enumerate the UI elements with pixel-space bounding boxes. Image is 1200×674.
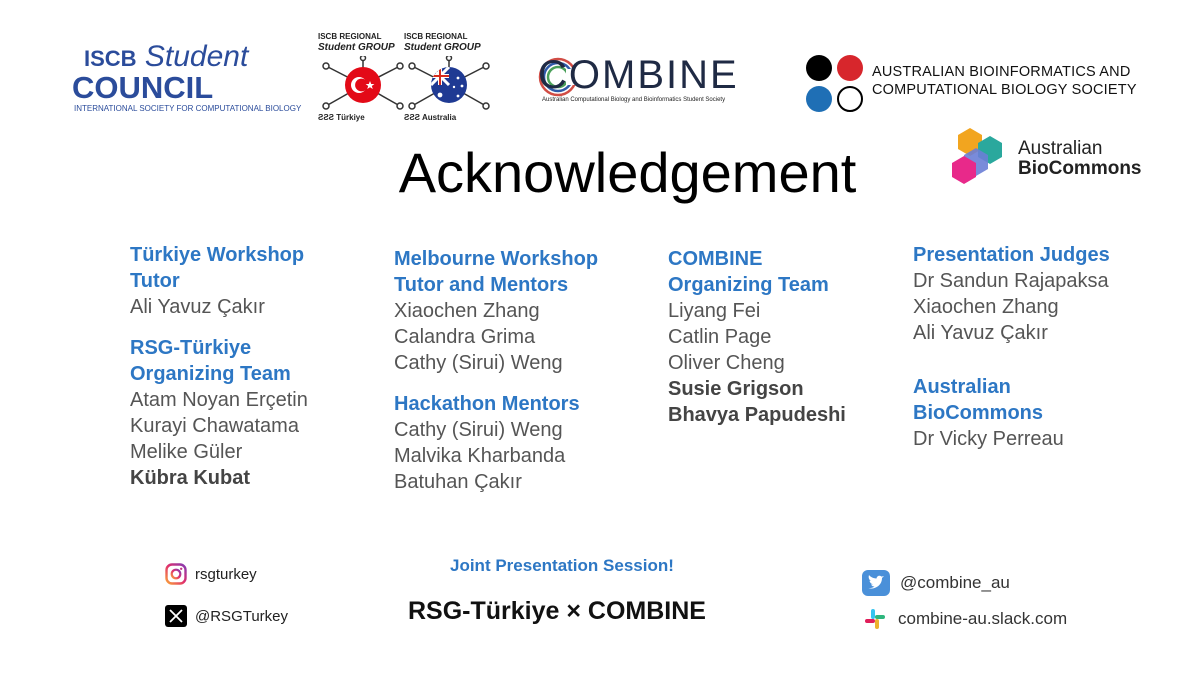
abacbs-circles-icon (804, 53, 866, 115)
abacbs-line2: COMPUTATIONAL BIOLOGY SOCIETY (872, 82, 1137, 98)
section-heading: Presentation Judges (913, 244, 1110, 266)
biocommons-line1: Australian (1018, 138, 1103, 159)
person-name: Calandra Grima (394, 326, 536, 348)
rsg-turkiye-head2: Student GROUP (318, 42, 395, 53)
rsg-turkiye-footer: Türkiye (336, 113, 365, 122)
x-icon (165, 605, 187, 627)
section-presentation-judges (913, 242, 1153, 346)
person-name: Xiaochen Zhang (394, 300, 540, 322)
biocommons-line2: BioCommons (1018, 158, 1142, 179)
section-heading: Tutor (130, 270, 180, 292)
australia-flag-network-icon (404, 56, 494, 114)
section-combine-team (668, 246, 908, 428)
turkey-flag-network-icon (318, 56, 408, 114)
dna-mark: ƧƧƧ (404, 113, 422, 122)
rsg-turkiye-head1: ISCB REGIONAL (318, 32, 382, 41)
section-heading: Tutor and Mentors (394, 274, 569, 296)
section-heading: Hackathon Mentors (394, 393, 580, 415)
person-name: Cathy (Sirui) Weng (394, 352, 563, 374)
x-handle: @RSGTurkey (195, 607, 289, 625)
section-heading: Organizing Team (668, 274, 829, 296)
rsg-australia-logo (404, 32, 494, 122)
section-rsg-turkiye-team (130, 335, 370, 491)
section-hackathon-mentors (394, 391, 634, 495)
person-name: Oliver Cheng (668, 352, 785, 374)
section-melbourne-workshop (394, 246, 634, 376)
person-name: Atam Noyan Erçetin (130, 389, 308, 411)
iscb-line2: COUNCIL (72, 70, 214, 105)
iscb-prefix: ISCB (84, 46, 137, 71)
twitter-link[interactable] (862, 570, 1010, 596)
column-turkiye (130, 242, 370, 491)
person-name: Ali Yavuz Çakır (913, 322, 1048, 344)
person-name: Xiaochen Zhang (913, 296, 1059, 318)
column-judges (913, 242, 1153, 452)
person-name: Kurayi Chawatama (130, 415, 299, 437)
person-name: Bhavya Papudeshi (668, 404, 846, 426)
slack-icon (862, 606, 888, 632)
person-name: Melike Güler (130, 441, 243, 463)
section-heading: COMBINE (668, 248, 763, 270)
twitter-icon (862, 570, 890, 596)
dna-mark: ƧƧƧ (318, 113, 337, 122)
iscb-subtitle: INTERNATIONAL SOCIETY FOR COMPUTATIONAL BIOLOGY (74, 104, 302, 113)
iscb-line1: Student (144, 40, 249, 73)
iscb-student-council-logo (72, 40, 302, 115)
abacbs-logo (804, 53, 1154, 115)
person-name: Kübra Kubat (130, 467, 250, 489)
section-heading: Türkiye Workshop (130, 244, 305, 266)
section-heading: RSG-Türkiye (130, 337, 252, 359)
instagram-icon (165, 563, 187, 585)
joint-session-title: RSG-Türkiye × COMBINE (408, 597, 706, 625)
combine-logo (536, 53, 751, 108)
person-name: Catlin Page (668, 326, 772, 348)
person-name: Cathy (Sirui) Weng (394, 419, 563, 441)
person-name: Batuhan Çakır (394, 471, 522, 493)
person-name: Dr Sandun Rajapaksa (913, 270, 1109, 292)
page-title: Acknowledgement (398, 141, 857, 204)
combine-subtitle: Australian Computational Biology and Bioinformatics Student Society (542, 97, 726, 103)
slack-link[interactable] (862, 606, 1067, 632)
section-heading: Organizing Team (130, 363, 291, 385)
section-heading: Australian (913, 376, 1011, 398)
person-name: Dr Vicky Perreau (913, 428, 1064, 450)
abacbs-line1: AUSTRALIAN BIOINFORMATICS AND (872, 64, 1131, 80)
person-name: Susie Grigson (668, 378, 804, 400)
twitter-handle: @combine_au (900, 573, 1010, 592)
rsg-turkiye-logo (318, 32, 408, 122)
rsg-australia-head1: ISCB REGIONAL (404, 32, 468, 41)
slack-workspace: combine-au.slack.com (898, 609, 1068, 628)
section-heading: BioCommons (913, 402, 1043, 424)
rsg-australia-footer: Australia (421, 113, 457, 122)
instagram-handle: rsgturkey (195, 565, 257, 583)
joint-session-label: Joint Presentation Session! (450, 556, 674, 575)
x-link[interactable] (165, 605, 288, 627)
column-melbourne (394, 246, 634, 495)
rsg-australia-head2: Student GROUP (404, 42, 481, 53)
instagram-link[interactable] (165, 563, 257, 585)
section-turkiye-workshop (130, 242, 370, 320)
person-name: Liyang Fei (668, 300, 761, 322)
person-name: Ali Yavuz Çakır (130, 296, 265, 318)
section-heading: Melbourne Workshop (394, 248, 599, 270)
combine-wordmark: COMBINE (538, 53, 739, 97)
column-combine (668, 246, 908, 428)
person-name: Malvika Kharbanda (394, 445, 566, 467)
section-australian-biocommons (913, 374, 1153, 452)
